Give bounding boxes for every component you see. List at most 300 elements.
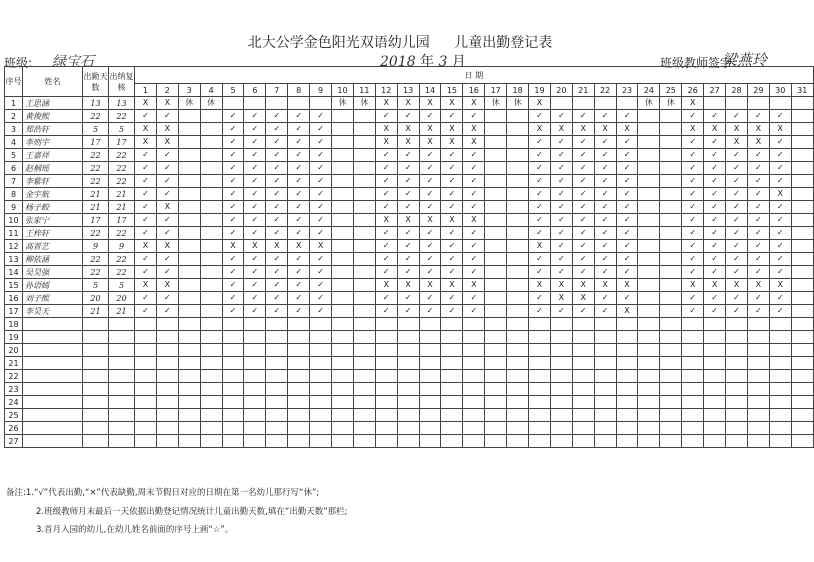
attendance-mark: ✓ [594,240,616,253]
header-attend: 出勤天数 [83,67,109,97]
table-row [5,370,814,383]
attend-days: 13 [83,97,109,110]
attendance-mark: X [310,240,332,253]
table-row [5,396,814,409]
attendance-mark: ✓ [726,149,748,162]
attendance-mark: ✓ [682,227,704,240]
attendance-mark [353,227,375,240]
attendance-mark: ✓ [441,175,463,188]
attendance-mark: ✓ [419,201,441,214]
attendance-mark [200,331,222,344]
table-row [5,253,814,266]
attendance-mark [353,435,375,448]
child-name [23,422,83,435]
attendance-mark [507,110,529,123]
attendance-mark: X [616,305,638,318]
attendance-mark [353,201,375,214]
attendance-mark [178,227,200,240]
attendance-mark [507,292,529,305]
attendance-mark: ✓ [375,266,397,279]
attend-days: 22 [83,227,109,240]
attendance-mark [419,435,441,448]
attendance-mark [485,305,507,318]
attendance-mark [726,409,748,422]
attendance-mark: ✓ [266,188,288,201]
attendance-mark: ✓ [616,110,638,123]
attendance-mark: ✓ [616,136,638,149]
attendance-mark [200,344,222,357]
attendance-mark [660,331,682,344]
attendance-mark [638,136,660,149]
attendance-mark: ✓ [463,305,485,318]
attendance-mark: X [550,123,572,136]
child-name: 高晋艺 [23,240,83,253]
attendance-mark [550,318,572,331]
attendance-mark: ✓ [463,162,485,175]
attendance-mark [441,409,463,422]
day-header: 25 [660,84,682,97]
attendance-mark: X [572,292,594,305]
attendance-mark [463,383,485,396]
attendance-mark [200,357,222,370]
attendance-mark: ✓ [747,201,769,214]
attendance-mark: ✓ [529,188,551,201]
attendance-mark: ✓ [769,110,791,123]
attendance-mark: ✓ [288,279,310,292]
attendance-mark [156,409,178,422]
attendance-mark [288,383,310,396]
table-row [5,344,814,357]
attendance-mark: ✓ [769,227,791,240]
attendance-mark [638,435,660,448]
attendance-mark: X [419,123,441,136]
attendance-mark [463,344,485,357]
attendance-mark [310,318,332,331]
day-header: 20 [550,84,572,97]
attendance-mark: ✓ [704,136,726,149]
attendance-mark: ✓ [594,149,616,162]
attendance-mark [244,422,266,435]
attend-days: 5 [83,123,109,136]
child-name [23,435,83,448]
attendance-mark: ✓ [682,136,704,149]
attendance-mark: X [135,123,157,136]
attendance-mark [507,227,529,240]
attendance-mark: ✓ [397,188,419,201]
attendance-mark [704,357,726,370]
attendance-mark [769,331,791,344]
attendance-mark [550,396,572,409]
attendance-mark [135,409,157,422]
attendance-mark [463,370,485,383]
attendance-mark [353,162,375,175]
attendance-mark [682,357,704,370]
attendance-mark [222,357,244,370]
attendance-mark [704,344,726,357]
notes-label: 备注: [6,488,26,498]
table-row [5,292,814,305]
attendance-mark [178,162,200,175]
attendance-mark: ✓ [266,110,288,123]
attendance-mark: ✓ [704,175,726,188]
attend-days: 22 [83,162,109,175]
day-header: 28 [726,84,748,97]
attendance-mark: ✓ [397,175,419,188]
table-row [5,240,814,253]
attendance-mark: ✓ [594,162,616,175]
attendance-mark: ✓ [244,305,266,318]
review-days [109,435,135,448]
attendance-mark: ✓ [441,227,463,240]
attendance-mark: ✓ [244,149,266,162]
attendance-mark [441,357,463,370]
attendance-mark: X [572,279,594,292]
attend-days [83,357,109,370]
attendance-mark [638,292,660,305]
attendance-mark [441,331,463,344]
attendance-mark [791,344,813,357]
table-row [5,149,814,162]
attendance-mark: ✓ [704,149,726,162]
attendance-mark: X [135,240,157,253]
attendance-mark: X [616,279,638,292]
attendance-mark [178,435,200,448]
attendance-mark [332,344,354,357]
attendance-mark [353,370,375,383]
attendance-mark: ✓ [135,227,157,240]
attendance-mark [660,162,682,175]
attendance-mark: ✓ [419,227,441,240]
attendance-mark: ✓ [397,266,419,279]
attendance-mark: X [266,240,288,253]
attendance-mark [375,370,397,383]
attendance-table [4,66,814,448]
attendance-mark: ✓ [594,201,616,214]
attendance-mark: ✓ [397,227,419,240]
attendance-mark: ✓ [747,110,769,123]
attendance-mark [507,435,529,448]
attendance-mark [375,409,397,422]
attendance-mark [200,227,222,240]
attendance-mark: ✓ [529,292,551,305]
attendance-mark: ✓ [310,279,332,292]
attendance-mark: ✓ [222,292,244,305]
attendance-mark [791,435,813,448]
attendance-mark: X [397,123,419,136]
attendance-mark [353,136,375,149]
attendance-mark: ✓ [397,253,419,266]
attendance-mark [310,383,332,396]
teacher-signature: 梁燕玲 [722,51,768,69]
attendance-mark: ✓ [726,227,748,240]
attendance-mark [507,396,529,409]
attendance-mark: ✓ [375,188,397,201]
attendance-mark [353,409,375,422]
attendance-mark: ✓ [747,240,769,253]
attendance-mark: ✓ [244,227,266,240]
attendance-mark [332,123,354,136]
day-header: 16 [463,84,485,97]
child-name [23,344,83,357]
attendance-mark: ✓ [135,175,157,188]
attendance-mark: ✓ [156,266,178,279]
row-index: 22 [5,370,23,383]
attendance-mark [769,383,791,396]
attendance-mark [791,292,813,305]
attendance-mark [485,435,507,448]
attendance-mark [332,188,354,201]
day-header: 22 [594,84,616,97]
attendance-mark [353,331,375,344]
attendance-mark [594,422,616,435]
attendance-mark [726,318,748,331]
attendance-mark [178,110,200,123]
attendance-mark [507,279,529,292]
attend-days [83,435,109,448]
attendance-mark [222,435,244,448]
attendance-mark: ✓ [769,201,791,214]
attendance-mark [353,175,375,188]
attendance-mark: X [135,279,157,292]
attendance-mark: ✓ [704,266,726,279]
attendance-mark [704,331,726,344]
attendance-mark: ✓ [419,188,441,201]
attendance-mark [397,435,419,448]
attendance-mark: ✓ [769,175,791,188]
attendance-mark [747,357,769,370]
attend-days [83,370,109,383]
attendance-mark [572,370,594,383]
attendance-mark [747,344,769,357]
attendance-mark: X [441,214,463,227]
attendance-mark [529,344,551,357]
attendance-mark [507,370,529,383]
attendance-mark [638,227,660,240]
review-days: 5 [109,279,135,292]
attendance-mark [747,435,769,448]
attendance-mark: ✓ [135,149,157,162]
attendance-mark: ✓ [375,162,397,175]
attendance-mark [529,422,551,435]
attendance-mark [747,331,769,344]
attendance-mark [660,383,682,396]
attendance-mark [660,305,682,318]
attendance-mark [332,422,354,435]
attendance-mark [200,292,222,305]
attendance-mark [332,383,354,396]
attendance-mark: ✓ [288,123,310,136]
attendance-mark: 休 [200,97,222,110]
row-index: 24 [5,396,23,409]
attendance-mark: ✓ [310,149,332,162]
attendance-mark [638,188,660,201]
attendance-mark [769,435,791,448]
attendance-mark: X [156,123,178,136]
attendance-mark [529,409,551,422]
attendance-mark [791,149,813,162]
note-3: 3.首月入园的幼儿,在幼儿姓名前面的序号上画“☆”。 [36,525,234,535]
attendance-mark [200,188,222,201]
row-index: 6 [5,162,23,175]
attendance-mark [135,370,157,383]
attendance-mark: ✓ [572,175,594,188]
attendance-mark: ✓ [682,149,704,162]
attendance-mark [332,357,354,370]
attendance-mark [463,331,485,344]
attendance-mark [397,344,419,357]
attendance-mark: ✓ [616,149,638,162]
attendance-mark: ✓ [441,266,463,279]
attendance-mark: ✓ [616,253,638,266]
attendance-mark [178,279,200,292]
attendance-mark [353,214,375,227]
attendance-mark [135,357,157,370]
attendance-mark [682,383,704,396]
attendance-mark: ✓ [594,305,616,318]
attendance-mark [200,305,222,318]
attendance-mark [550,97,572,110]
attendance-mark [594,318,616,331]
attendance-mark [550,422,572,435]
attendance-mark [726,422,748,435]
attendance-mark [507,149,529,162]
date-year: 2018 [380,54,416,70]
day-header: 30 [769,84,791,97]
review-days: 22 [109,227,135,240]
header-date: 日 期 [135,67,814,84]
attendance-mark [135,422,157,435]
attendance-mark: ✓ [594,292,616,305]
attendance-mark: ✓ [266,149,288,162]
attendance-mark: ✓ [135,266,157,279]
attendance-mark: ✓ [156,253,178,266]
attendance-mark: ✓ [769,136,791,149]
attendance-mark [507,344,529,357]
attendance-mark [791,266,813,279]
day-header: 29 [747,84,769,97]
attendance-mark [200,214,222,227]
attendance-mark [375,331,397,344]
attendance-mark: ✓ [222,175,244,188]
attendance-mark [485,370,507,383]
attendance-mark [529,357,551,370]
attendance-mark [244,331,266,344]
attendance-mark [419,357,441,370]
attendance-mark [288,357,310,370]
attendance-mark: ✓ [441,292,463,305]
table-row [5,435,814,448]
child-name [23,370,83,383]
attendance-mark [791,318,813,331]
attendance-mark [769,409,791,422]
attendance-mark: ✓ [747,253,769,266]
attendance-mark: ✓ [222,201,244,214]
attendance-mark: ✓ [441,305,463,318]
attendance-mark: ✓ [397,292,419,305]
attendance-mark [704,422,726,435]
attendance-mark [550,344,572,357]
review-days: 17 [109,136,135,149]
attendance-mark [310,422,332,435]
attendance-mark [288,318,310,331]
attendance-mark [485,357,507,370]
attendance-mark: ✓ [441,149,463,162]
attendance-mark [507,201,529,214]
attendance-mark [507,188,529,201]
attendance-mark [178,149,200,162]
attendance-mark [616,370,638,383]
attendance-mark [594,396,616,409]
attendance-mark: X [156,136,178,149]
attendance-mark: ✓ [769,149,791,162]
attendance-mark: X [529,240,551,253]
attendance-mark: X [397,97,419,110]
attendance-mark: ✓ [288,305,310,318]
attendance-mark: ✓ [419,162,441,175]
attendance-mark [550,435,572,448]
attendance-mark: ✓ [726,110,748,123]
attendance-mark: X [156,240,178,253]
attendance-mark [485,188,507,201]
review-days [109,370,135,383]
attendance-mark [638,409,660,422]
attendance-mark: ✓ [747,266,769,279]
attendance-mark: X [594,123,616,136]
day-header: 10 [332,84,354,97]
attendance-mark [572,435,594,448]
attendance-mark [747,370,769,383]
attendance-mark: ✓ [310,292,332,305]
attendance-mark: ✓ [156,188,178,201]
attendance-mark: ✓ [747,227,769,240]
attendance-mark: ✓ [704,214,726,227]
attendance-mark [419,422,441,435]
attendance-mark: X [441,97,463,110]
attendance-mark [441,318,463,331]
attendance-mark [200,175,222,188]
attendance-mark [332,136,354,149]
attendance-mark: ✓ [441,162,463,175]
table-row [5,188,814,201]
attendance-mark [638,383,660,396]
child-name: 赵桐瑶 [23,162,83,175]
table-row [5,318,814,331]
attendance-mark: X [529,279,551,292]
child-name: 刘子熙 [23,292,83,305]
attendance-mark: ✓ [156,227,178,240]
attendance-mark: 休 [507,97,529,110]
table-row [5,279,814,292]
attendance-mark: ✓ [550,110,572,123]
attendance-mark [550,383,572,396]
attendance-mark: X [419,214,441,227]
attendance-mark: ✓ [550,162,572,175]
attendance-mark [660,318,682,331]
attendance-mark [200,266,222,279]
attendance-mark [310,435,332,448]
attendance-mark: X [156,279,178,292]
table-row [5,266,814,279]
attendance-mark: ✓ [310,253,332,266]
row-index: 4 [5,136,23,149]
attendance-mark: ✓ [463,253,485,266]
attendance-mark [200,435,222,448]
attendance-mark [375,383,397,396]
attendance-mark [288,331,310,344]
attendance-mark [747,396,769,409]
attendance-mark [332,162,354,175]
attendance-mark [397,357,419,370]
